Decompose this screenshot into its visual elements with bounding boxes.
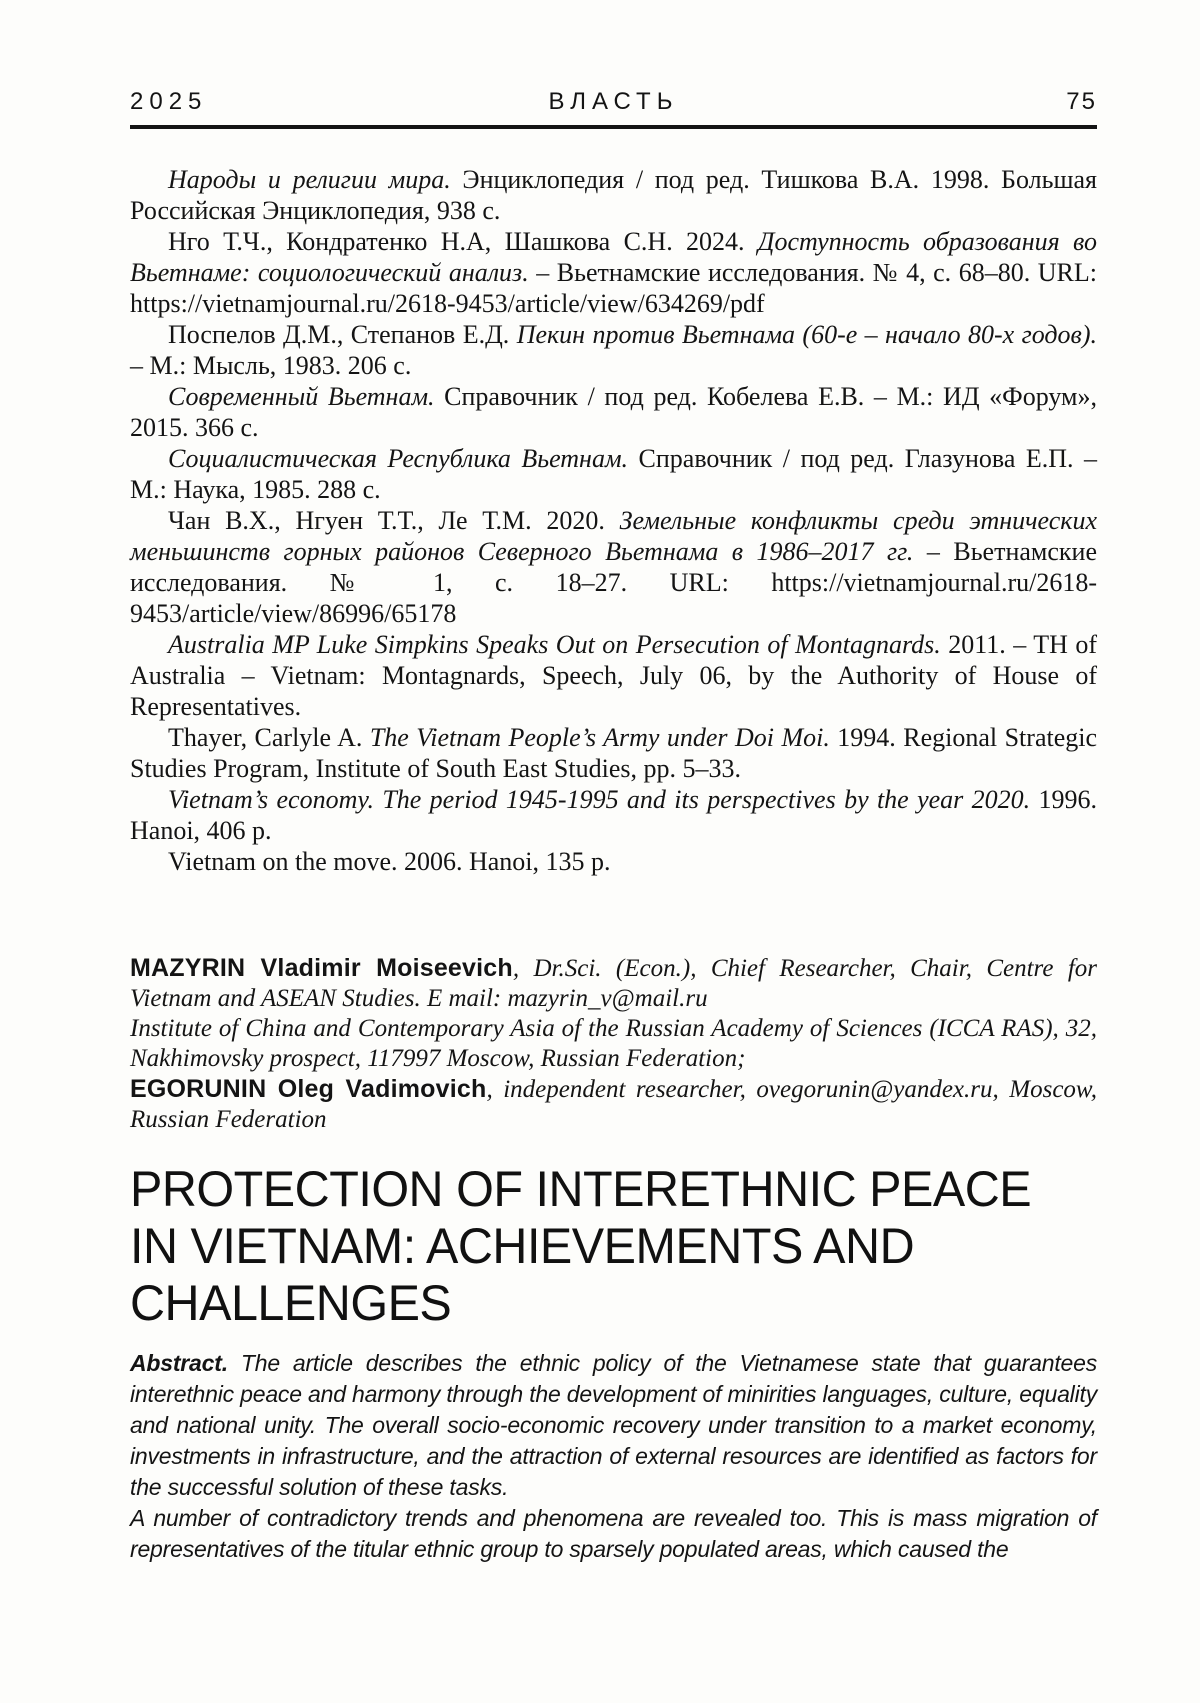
reference-item-segment: 1994. Regional Strategic Studies Program, Institute of South East Studies, pp. 5–33. — [130, 723, 1098, 783]
reference-item-segment: Поспелов Д.М., Степанов Е.Д. — [168, 320, 517, 349]
reference-item-segment: Чан В.Х., Нгуен Т.Т., Ле Т.М. 2020. — [168, 506, 620, 535]
abstract-paragraph-segment: Abstract. — [130, 1350, 228, 1376]
abstract-paragraph-segment: A number of contradictory trends and phenomena are revealed too. This is mass migration of representatives of the titular ethnic group to sparsely populated areas, which caused the — [130, 1505, 1097, 1562]
reference-item-segment: Доступность образования во Вьетнаме: социологический анализ. — [130, 227, 1097, 287]
author-info-line — [130, 953, 1097, 1014]
author-info-line-segment: , independent researcher, ovegorunin@yandex.ru, Moscow, Russian Federation — [130, 1076, 1097, 1133]
author-info-line-segment: Institute of China and Contemporary Asia of the Russian Academy of Sciences (ICCA RAS), 32, Nakhimovsky prospect, 117997 Moscow, Russian Federation; — [130, 1015, 1097, 1072]
reference-item-segment: – Вьетнамские исследования. № 1, с. 18–27. URL: https://vietnamjournal.ru/2618-9453/article/view/86996/65178 — [130, 537, 1097, 628]
header-page-number: 75 — [1066, 88, 1097, 115]
reference-item-segment: 2011. – TH of Australia – Vietnam: Montagnards, Speech, July 06, by the Authority of House of Representatives. — [130, 630, 1097, 721]
article-title-line: PROTECTION OF INTERETHNIC PEACE — [130, 1161, 1032, 1217]
references-section — [130, 164, 1097, 877]
abstract-section — [130, 1348, 1097, 1565]
reference-item-segment: 1996. Hanoi, 406 p. — [130, 785, 1097, 845]
author-info-line-segment: , Dr.Sci. (Econ.), Chief Researcher, Chair, Centre for Vietnam and ASEAN Studies. E mail: mazyrin_v@mail.ru — [130, 955, 1098, 1012]
author-info-line — [130, 1014, 1097, 1074]
reference-item — [130, 164, 1097, 226]
reference-item-segment: Земельные конфликты среди этнических меньшинств горных районов Северного Вьетнама в 1986–2017 гг. — [130, 506, 1097, 566]
reference-item — [130, 629, 1097, 722]
reference-item — [130, 443, 1097, 505]
authors-section — [130, 953, 1097, 1135]
reference-item-segment: Энциклопедия / под ред. Тишкова В.А. 1998. Большая Российская Энциклопедия, 938 с. — [130, 165, 1097, 225]
reference-item — [130, 784, 1097, 846]
reference-item-segment: Пекин против Вьетнама (60-е – начало 80-х годов). — [516, 320, 1097, 349]
reference-item-segment: – Вьетнамские исследования. № 4, с. 68–80. URL: https://vietnamjournal.ru/2618-9453/article/view/634269/pdf — [130, 258, 1097, 318]
page-header — [130, 88, 1097, 116]
abstract-paragraph-segment: The article describes the ethnic policy of the Vietnamese state that guarantees interethnic peace and harmony through the development of minirities languages, culture, equality and national unity. The overall socio-economic recovery under transition to a market economy, investments in infrastructure, and the attraction of external resources are identified as factors for the successful solution of these tasks. — [130, 1350, 1097, 1500]
reference-item-segment: Народы и религии мира. — [168, 165, 451, 194]
reference-item-segment: Справочник / под ред. Глазунова Е.П. – М.: Наука, 1985. 288 с. — [130, 444, 1098, 504]
article-title-line: IN VIETNAM: ACHIEVEMENTS AND — [130, 1218, 915, 1274]
author-info-line-segment: MAZYRIN Vladimir Moiseevich — [130, 954, 513, 982]
article-title-line: CHALLENGES — [130, 1275, 452, 1331]
header-rule — [130, 125, 1097, 129]
reference-item-segment: Vietnam on the move. 2006. Hanoi, 135 p. — [168, 847, 611, 876]
reference-item-segment: Справочник / под ред. Кобелева Е.В. – М.: ИД «Форум», 2015. 366 с. — [130, 382, 1097, 442]
reference-item — [130, 722, 1097, 784]
reference-item — [130, 505, 1097, 629]
reference-item-segment: Vietnam’s economy. The period 1945-1995 and its perspectives by the year 2020. — [168, 785, 1031, 814]
reference-item-segment: Нго Т.Ч., Кондратенко Н.А, Шашкова С.Н. 2024. — [168, 227, 758, 256]
reference-item-segment: Australia MP Luke Simpkins Speaks Out on Persecution of Montagnards. — [168, 630, 941, 659]
reference-item-segment: Социалистическая Республика Вьетнам. — [168, 444, 629, 473]
abstract-paragraph — [130, 1348, 1097, 1503]
header-year: 2025 — [130, 88, 208, 115]
article-title — [130, 1161, 1097, 1332]
reference-item — [130, 319, 1097, 381]
reference-item — [130, 381, 1097, 443]
reference-item — [130, 226, 1097, 319]
reference-item-segment: – М.: Мысль, 1983. 206 с. — [130, 351, 412, 380]
author-info-line-segment: EGORUNIN Oleg Vadimovich — [130, 1075, 487, 1103]
reference-item-segment: Thayer, Carlyle A. — [168, 723, 370, 752]
header-journal-title: ВЛАСТЬ — [548, 88, 679, 115]
reference-item-segment: Современный Вьетнам. — [168, 382, 435, 411]
author-info-line — [130, 1074, 1097, 1135]
reference-item-segment: The Vietnam People’s Army under Doi Moi. — [369, 723, 830, 752]
abstract-paragraph — [130, 1503, 1097, 1565]
reference-item — [130, 846, 1097, 877]
